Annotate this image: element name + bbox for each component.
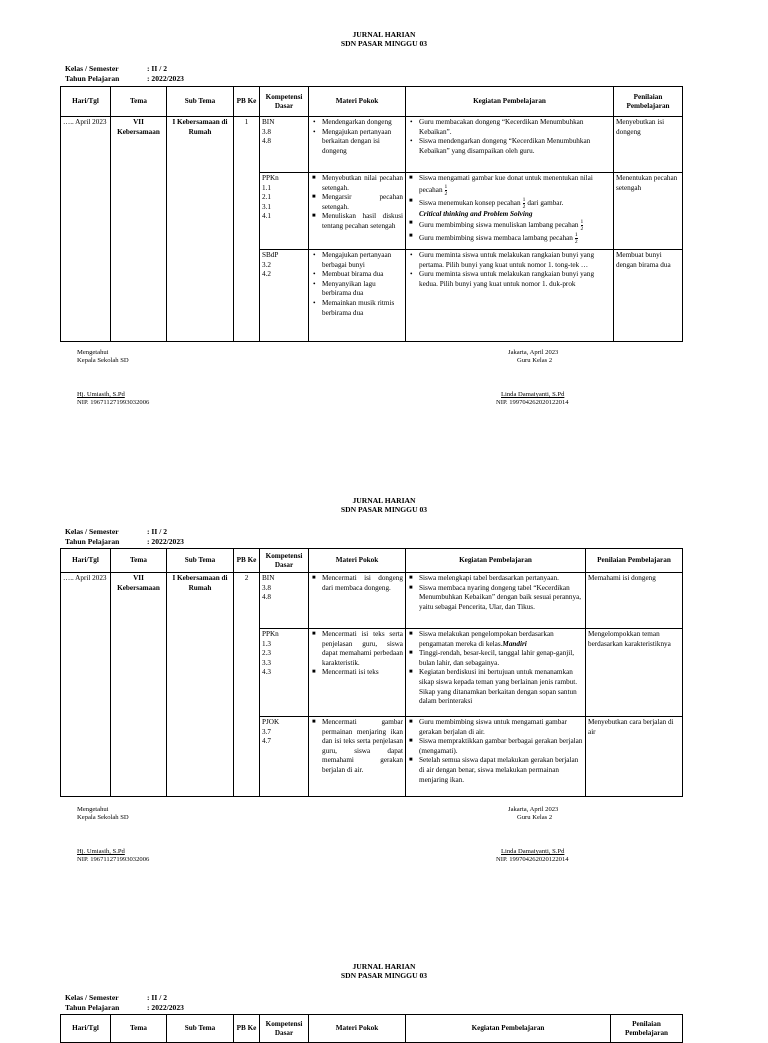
kd-cell: [260, 573, 309, 629]
list-item: ■ Menuliskan hasil diskusi tentang pecahan setengah: [311, 212, 403, 231]
header-kd: Kompetensi Dasar: [260, 1015, 309, 1043]
materi-cell: [309, 629, 406, 717]
penilaian-cell: Menentukan pecahan setengah: [614, 173, 683, 250]
materi-cell: [309, 250, 406, 342]
title-text: JURNAL HARIAN: [352, 962, 416, 971]
list-item: • Guru meminta siswa untuk melakukan rangkaian bunyi yang pertama. Pilih bunyi yang kuat untuk nomor 1. tong-tek …: [408, 251, 611, 270]
list-item: • Guru membacakan dongeng “Kecerdikan Menumbuhkan Kebaikan”.: [408, 118, 611, 137]
header-penilaian: Penilaian Pembelajaran: [586, 549, 683, 573]
header-pb: PB Ke: [234, 1015, 260, 1043]
header-tema: Tema: [111, 549, 167, 573]
tahun-label: Tahun Pelajaran: [65, 1003, 120, 1012]
table-clip: [0, 1014, 768, 1037]
guru-label: Guru Kelas 2: [517, 357, 553, 364]
kegiatan-text: Siswa menemukan konsep pecahan: [419, 198, 521, 207]
kelas-value: : II / 2: [147, 993, 168, 1002]
fraction-half: [445, 184, 448, 197]
hari-cell: ….. April 2023: [61, 117, 111, 342]
kd-item: 4.1: [262, 212, 271, 221]
title-text: JURNAL HARIAN: [352, 496, 416, 505]
kepala-name: Hj. Umiasih, S.Pd: [77, 391, 125, 398]
table-row: [61, 573, 683, 629]
penilaian-cell: Menyebutkan isi dongeng: [614, 117, 683, 173]
tahun-value: : 2022/2023: [147, 1003, 184, 1012]
tema-cell: VII Kebersamaan: [111, 117, 167, 342]
list-item: ■ Mencermati isi teks serta penjelasan guru, siswa dapat memahami perbedaan karakteristik.: [311, 630, 403, 668]
kepala-label: Kepala Sekolah SD: [77, 814, 129, 821]
kepala-label: Kepala Sekolah SD: [77, 357, 129, 364]
list-item: ■ Mencermati isi dongeng dari membaca dongeng.: [311, 574, 403, 593]
kegiatan-cell: [406, 250, 614, 342]
kegiatan-emphasis: Critical thinking and Problem Solving: [419, 209, 533, 218]
kepala-nip: NIP. 196711271993032006: [77, 856, 150, 863]
kelas-label: Kelas / Semester: [65, 993, 119, 1002]
list-item: ■ Siswa membaca nyaring dongeng tabel “Kecerdikan Menumbuhkan Kebaikan” dengan baik sesuai perannya, yaitu sebagai Pencerita, Ular, dan Tikus.: [408, 584, 583, 613]
list-item: • Menyanyikan lagu berbirama dua: [311, 280, 403, 299]
guru-name: Linda Damaiyanti, S.Pd: [501, 848, 565, 855]
kegiatan-text: Siswa mengamati gambar kue donat untuk menentukan nilai pecahan: [419, 174, 593, 194]
kd-item: 4.8: [262, 593, 271, 602]
guru-nip: NIP. 199704262020122014: [496, 399, 569, 406]
kd-item: 2.3: [262, 649, 271, 658]
header-pb: PB Ke: [234, 87, 260, 117]
table-row: [61, 117, 683, 173]
kelas-label: Kelas / Semester: [65, 527, 119, 536]
list-item: [408, 197, 611, 220]
kegiatan-cell: [406, 629, 586, 717]
journal-table: [60, 1014, 683, 1043]
fraction-den: 2: [580, 226, 584, 233]
kegiatan-text: Guru membimbing siswa membaca lambang pecahan: [419, 234, 573, 243]
kd-subject: PJOK: [262, 718, 280, 726]
kegiatan-emphasis: Mandiri: [502, 639, 527, 648]
kd-item: 3.8: [262, 127, 271, 136]
table-header: [61, 1015, 683, 1043]
list-item: ■ Mencermati isi teks: [311, 668, 403, 678]
kegiatan-cell: [406, 573, 586, 629]
header-subtema: Sub Tema: [167, 1015, 234, 1043]
list-item: • Siswa mendengarkan dongeng “Kecerdikan Menumbuhkan Kebaikan” yang disampaikan oleh guru.: [408, 137, 611, 156]
header-kd: Kompetensi Dasar: [260, 87, 309, 117]
kelas-value: : II / 2: [147, 64, 168, 73]
journal-title: [0, 962, 768, 980]
list-item: ■ Kegiatan berdiskusi ini bertujuan untuk menanamkan sikap siswa kepada teman yang berlainan jenis rambut. Sikap yang ditanamkan berkaitan dengan sopan santun dalam berinteraksi: [408, 668, 583, 706]
kd-item: 4.8: [262, 137, 271, 146]
list-item: ■ Siswa mempraktikkan gambar berbagai gerakan berjalan (mengamati).: [408, 737, 583, 756]
list-item: ■ Guru membimbing siswa untuk mengamati gambar gerakan berjalan di air.: [408, 718, 583, 737]
materi-cell: [309, 173, 406, 250]
tahun-label: Tahun Pelajaran: [65, 537, 120, 546]
list-item: ■ Mengarsir pecahan setengah.: [311, 193, 403, 212]
list-item: ■ Setelah semua siswa dapat melakukan gerakan berjalan di air dengan benar, siswa melakukan permainan menjaring ikan.: [408, 756, 583, 785]
list-item: [408, 174, 611, 197]
kd-subject: PPKn: [262, 174, 279, 182]
kd-cell: [260, 173, 309, 250]
tahun-label: Tahun Pelajaran: [65, 74, 120, 83]
kd-item: 3.8: [262, 583, 271, 592]
kd-subject: BIN: [262, 574, 275, 582]
place-date: Jakarta, April 2023: [508, 349, 559, 356]
kd-item: 4.3: [262, 668, 271, 677]
school-name: SDN PASAR MINGGU 03: [340, 39, 428, 48]
journal-title: [0, 496, 768, 514]
fraction-num: 1: [444, 183, 448, 190]
list-item: [408, 232, 611, 245]
kd-subject: BIN: [262, 118, 275, 126]
fraction-half: [523, 197, 526, 210]
kegiatan-text: dari gambar.: [527, 198, 564, 207]
journal-title: [0, 30, 768, 48]
signature-right: [496, 349, 569, 407]
list-item: ■ Tinggi-rendah, besar-kecil, tanggal lahir genap-ganjil, bulan lahir, dan sebagainya.: [408, 649, 583, 668]
header-materi: Materi Pokok: [309, 549, 406, 573]
table-header: [61, 549, 683, 573]
kd-item: 3.3: [262, 658, 271, 667]
header-hari: Hari/Tgl: [61, 549, 111, 573]
kd-item: 3.7: [262, 727, 271, 736]
list-item: [408, 630, 583, 649]
kd-item: 3.2: [262, 260, 271, 269]
signature-right: [496, 806, 569, 864]
list-item: ■ Mencermati gambar permainan menjaring ikan dan isi teks serta penjelasan guru, siswa dapat memahami gerakan berjalan di air.: [311, 718, 403, 776]
signature-left: [77, 806, 149, 864]
header-kegiatan: Kegiatan Pembelajaran: [406, 549, 586, 573]
list-item: • Mengajukan pertanyaan berbagai bunyi: [311, 251, 403, 270]
list-item: • Mendengarkan dongeng: [311, 118, 403, 128]
kd-item: 4.7: [262, 737, 271, 746]
title-text: JURNAL HARIAN: [352, 30, 416, 39]
meta-info: [65, 64, 184, 84]
place-date: Jakarta, April 2023: [508, 806, 559, 813]
fraction-num: 1: [574, 232, 578, 239]
penilaian-cell: Menyebutkan cara berjalan di air: [586, 717, 683, 797]
materi-cell: [309, 717, 406, 797]
journal-table: [60, 548, 683, 797]
penilaian-cell: Mengelompokkan teman berdasarkan karakteristiknya: [586, 629, 683, 717]
fraction-half: [581, 219, 584, 232]
fraction-num: 1: [522, 196, 526, 203]
penilaian-cell: Membuat bunyi dengan birama dua: [614, 250, 683, 342]
kd-cell: [260, 117, 309, 173]
kd-cell: [260, 250, 309, 342]
list-item: ■ Siswa melengkapi tabel berdasarkan pertanyaan.: [408, 574, 583, 584]
tahun-value: : 2022/2023: [147, 74, 184, 83]
fraction-den: 2: [574, 239, 578, 246]
fraction-den: 2: [522, 203, 526, 210]
guru-name: Linda Damaiyanti, S.Pd: [501, 391, 565, 398]
kegiatan-cell: [406, 173, 614, 250]
subtema-cell: I Kebersamaan di Rumah: [167, 573, 234, 797]
penilaian-cell: Memahami isi dongeng: [586, 573, 683, 629]
tahun-value: : 2022/2023: [147, 537, 184, 546]
materi-cell: [309, 573, 406, 629]
meta-info: [65, 527, 184, 547]
fraction-num: 1: [580, 219, 584, 226]
mengetahui-label: Mengetahui: [77, 806, 109, 813]
list-item: • Membuat birama dua: [311, 270, 403, 280]
kd-subject: PPKn: [262, 630, 279, 638]
header-materi: Materi Pokok: [309, 87, 406, 117]
list-item: • Mengajukan pertanyaan berkaitan dengan isi dongeng: [311, 128, 403, 157]
kepala-nip: NIP. 196711271993032006: [77, 399, 150, 406]
header-pb: PB Ke: [234, 549, 260, 573]
pb-cell: 2: [234, 573, 260, 797]
header-kd: Kompetensi Dasar: [260, 549, 309, 573]
kd-item: 1.3: [262, 639, 271, 648]
subtema-cell: I Kebersamaan di Rumah: [167, 117, 234, 342]
header-tema: Tema: [111, 1015, 167, 1043]
kd-item: 4.2: [262, 270, 271, 279]
pb-cell: 1: [234, 117, 260, 342]
kd-item: 2.1: [262, 193, 271, 202]
fraction-den: 2: [444, 190, 448, 197]
kegiatan-text: Siswa melakukan pengelompokan berdasarkan pengamatan mereka di kelas.: [419, 630, 554, 648]
guru-label: Guru Kelas 2: [517, 814, 553, 821]
header-penilaian: Penilaian Pembelajaran: [611, 1015, 683, 1043]
fraction-half: [575, 232, 578, 245]
mengetahui-label: Mengetahui: [77, 349, 109, 356]
kelas-label: Kelas / Semester: [65, 64, 119, 73]
kd-item: 3.1: [262, 202, 271, 211]
kelas-value: : II / 2: [147, 527, 168, 536]
kd-item: 1.1: [262, 183, 271, 192]
header-subtema: Sub Tema: [167, 87, 234, 117]
header-subtema: Sub Tema: [167, 549, 234, 573]
journal-table: [60, 86, 683, 342]
header-hari: Hari/Tgl: [61, 1015, 111, 1043]
list-item: ■ Menyebutkan nilai pecahan setengah.: [311, 174, 403, 193]
header-materi: Materi Pokok: [309, 1015, 406, 1043]
kepala-name: Hj. Umiasih, S.Pd: [77, 848, 125, 855]
school-name: SDN PASAR MINGGU 03: [340, 971, 428, 980]
table-header: [61, 87, 683, 117]
hari-cell: ….. April 2023: [61, 573, 111, 797]
kegiatan-cell: [406, 117, 614, 173]
tema-cell: VII Kebersamaan: [111, 573, 167, 797]
header-hari: Hari/Tgl: [61, 87, 111, 117]
school-name: SDN PASAR MINGGU 03: [340, 505, 428, 514]
list-item: [408, 219, 611, 232]
header-tema: Tema: [111, 87, 167, 117]
kd-cell: [260, 717, 309, 797]
list-item: • Guru meminta siswa untuk melakukan rangkaian bunyi yang kedua. Pilih bunyi yang kuat untuk nomor 1. duk-prok: [408, 270, 611, 289]
kd-cell: [260, 629, 309, 717]
signature-left: [77, 349, 149, 407]
kegiatan-cell: [406, 717, 586, 797]
header-kegiatan: Kegiatan Pembelajaran: [406, 1015, 611, 1043]
kegiatan-text: Guru membimbing siswa menuliskan lambang pecahan: [419, 221, 579, 230]
materi-cell: [309, 117, 406, 173]
guru-nip: NIP. 199704262020122014: [496, 856, 569, 863]
header-penilaian: Penilaian Pembelajaran: [614, 87, 683, 117]
header-kegiatan: Kegiatan Pembelajaran: [406, 87, 614, 117]
list-item: • Memainkan musik ritmis berbirama dua: [311, 299, 403, 318]
meta-info: [65, 993, 184, 1013]
kd-subject: SBdP: [262, 251, 279, 259]
